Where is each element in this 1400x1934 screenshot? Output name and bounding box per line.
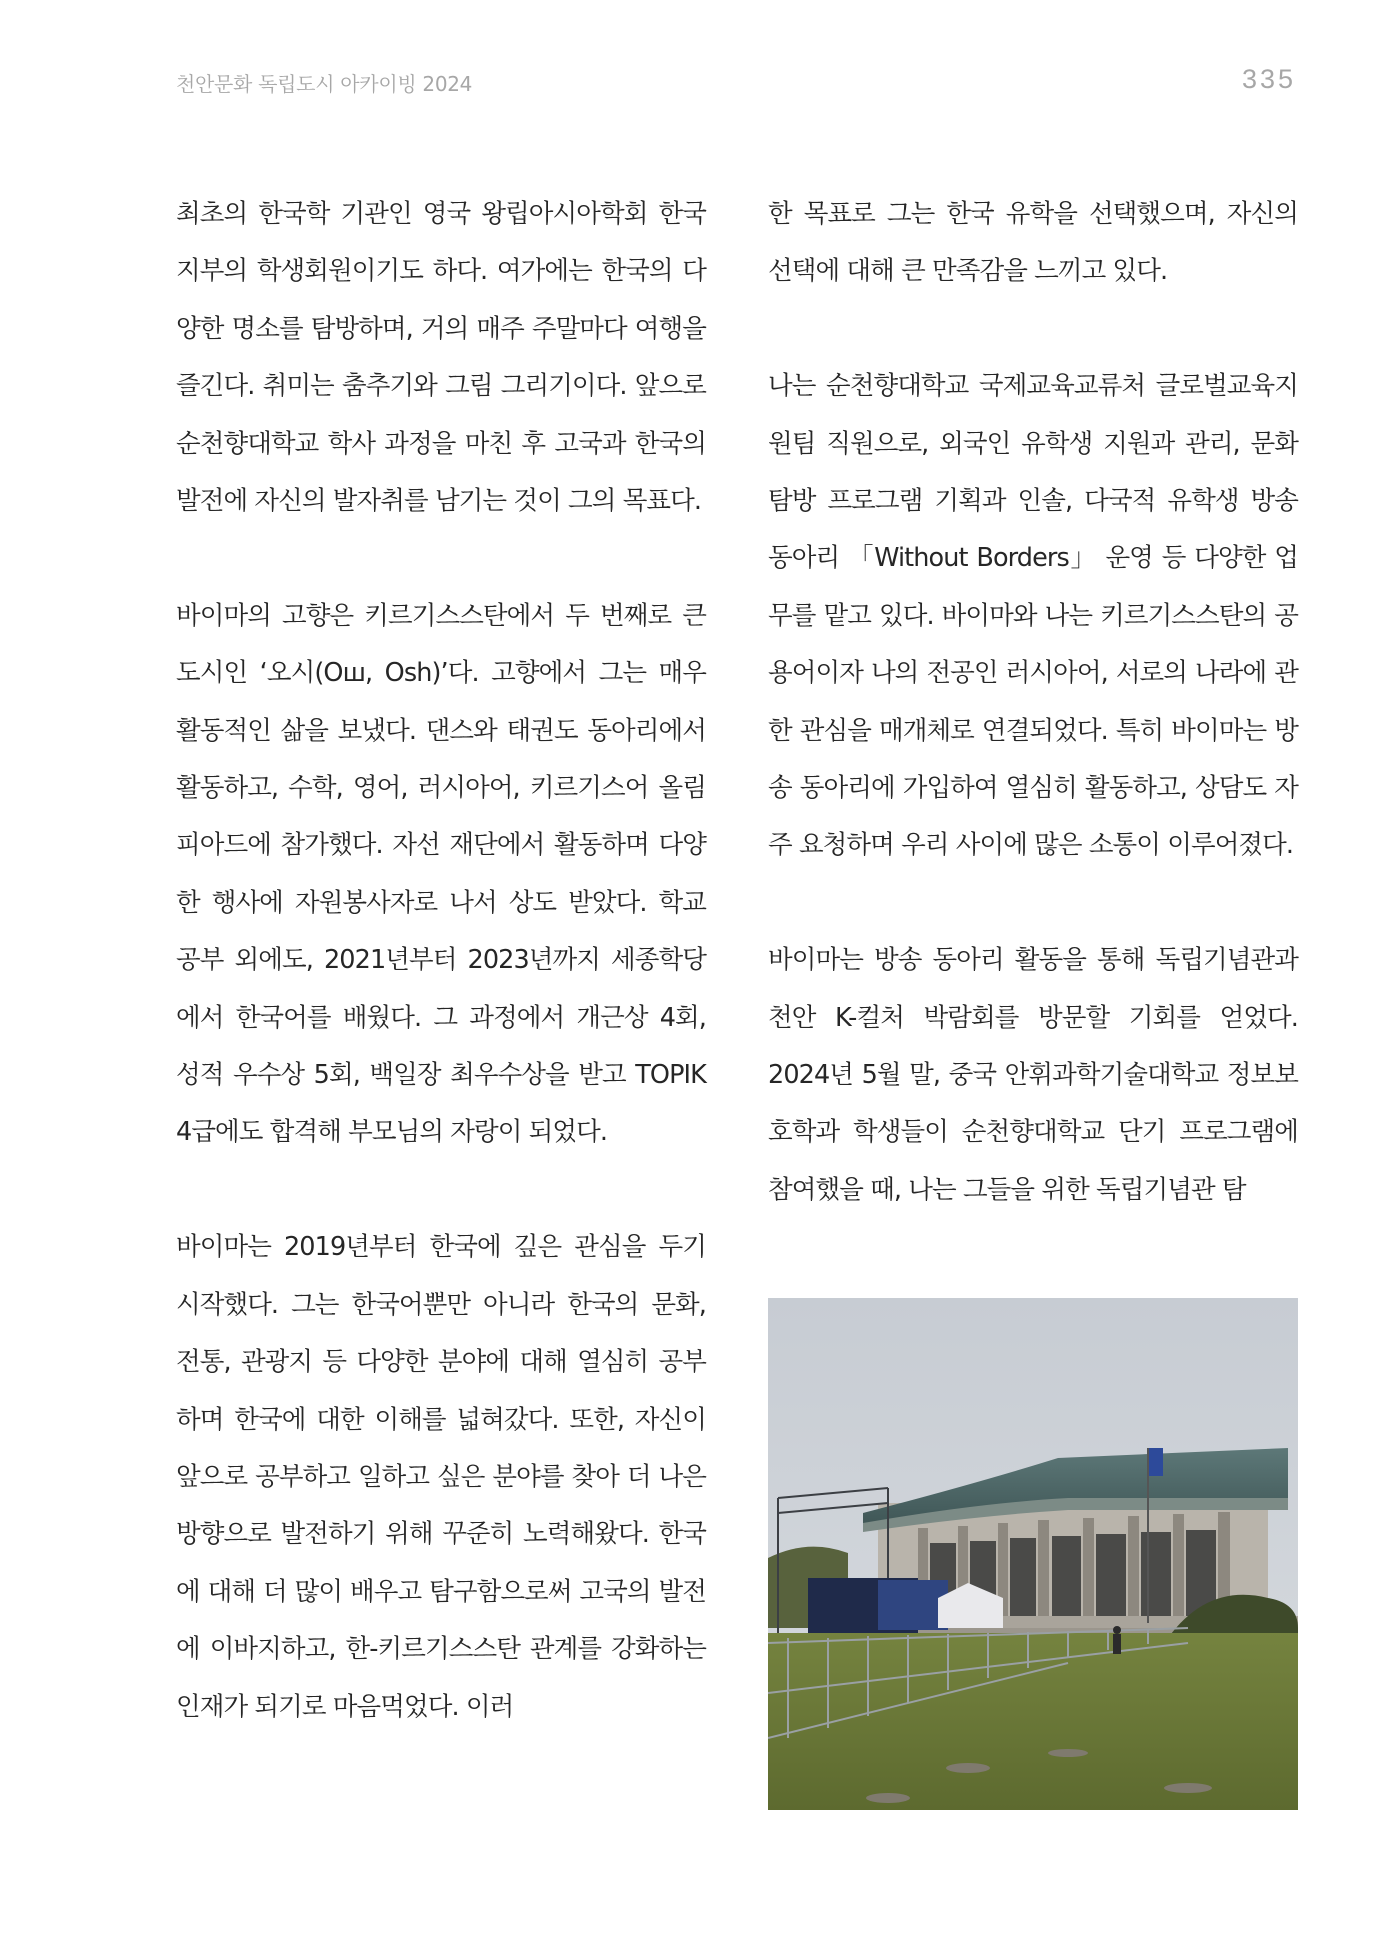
paragraph: 최초의 한국학 기관인 영국 왕립아시아학회 한국지부의 학생회원이기도 하다. 여가에는 한국의 다양한 명소를 탐방하며, 거의 매주 주말마다 여행을 즐긴다. 취미는 춤추기와 그림 그리기이다. 앞으로 순천향대학교 학사 과정을 마친 후 고국과 한국의 발전에 자신의 발자취를 남기는 것이 그의 목표다. bbox=[176, 199, 706, 517]
right-text-column bbox=[768, 186, 1298, 1219]
page-number: 335 bbox=[1241, 64, 1296, 94]
paragraph: 바이마의 고향은 키르기스스탄에서 두 번째로 큰 도시인 ‘오시(Ош, Osh)’다. 고향에서 그는 매우 활동적인 삶을 보냈다. 댄스와 태권도 동아리에서 활동하고, 수학, 영어, 러시아어, 키르기스어 올림피아드에 참가했다. 자선 재단에서 활동하며 다양한 행사에 자원봉사자로 나서 상도 받았다. 학교 공부 외에도, 2021년부터 2023년까지 세종학당에서 한국어를 배웠다. 그 과정에서 개근상 4회, 성적 우수상 5회, 백일장 최우수상을 받고 TOPIK 4급에도 합격해 부모님의 자랑이 되었다. bbox=[176, 600, 706, 1148]
running-header-title: 천안문화 독립도시 아카이빙 2024 bbox=[176, 72, 473, 96]
paragraph: 나는 순천향대학교 국제교육교류처 글로벌교육지원팀 직원으로, 외국인 유학생 지원과 관리, 문화 탐방 프로그램 기획과 인솔, 다국적 유학생 방송 동아리 「Without Borders」 운영 등 다양한 업무를 맡고 있다. 바이마와 나는 키르기스스탄의 공용어이자 나의 전공인 러시아어, 서로의 나라에 관한 관심을 매개체로 연결되었다. 특히 바이마는 방송 동아리에 가입하여 열심히 활동하고, 상담도 자주 요청하며 우리 사이에 많은 소통이 이루어졌다. bbox=[768, 371, 1298, 861]
paragraph: 바이마는 2019년부터 한국에 깊은 관심을 두기 시작했다. 그는 한국어뿐만 아니라 한국의 문화, 전통, 관광지 등 다양한 분야에 대해 열심히 공부하며 한국에 대한 이해를 넓혀갔다. 또한, 자신이 앞으로 공부하고 일하고 싶은 분야를 찾아 더 나은 방향으로 발전하기 위해 꾸준히 노력해왔다. 한국에 대해 더 많이 배우고 탐구함으로써 고국의 발전에 이바지하고, 한-키르기스스탄 관계를 강화하는 인재가 되기로 마음먹었다. 이러 bbox=[176, 1232, 706, 1722]
independence-hall-photo bbox=[768, 1298, 1298, 1810]
paragraph: 한 목표로 그는 한국 유학을 선택했으며, 자신의 선택에 대해 큰 만족감을 느끼고 있다. bbox=[768, 199, 1298, 287]
left-text-column bbox=[176, 186, 706, 1736]
photo-illustration bbox=[768, 1298, 1298, 1810]
paragraph: 바이마는 방송 동아리 활동을 통해 독립기념관과 천안 K-컬처 박람회를 방문할 기회를 얻었다. 2024년 5월 말, 중국 안휘과학기술대학교 정보보호학과 학생들이 순천향대학교 단기 프로그램에 참여했을 때, 나는 그들을 위한 독립기념관 탐 bbox=[768, 945, 1298, 1205]
